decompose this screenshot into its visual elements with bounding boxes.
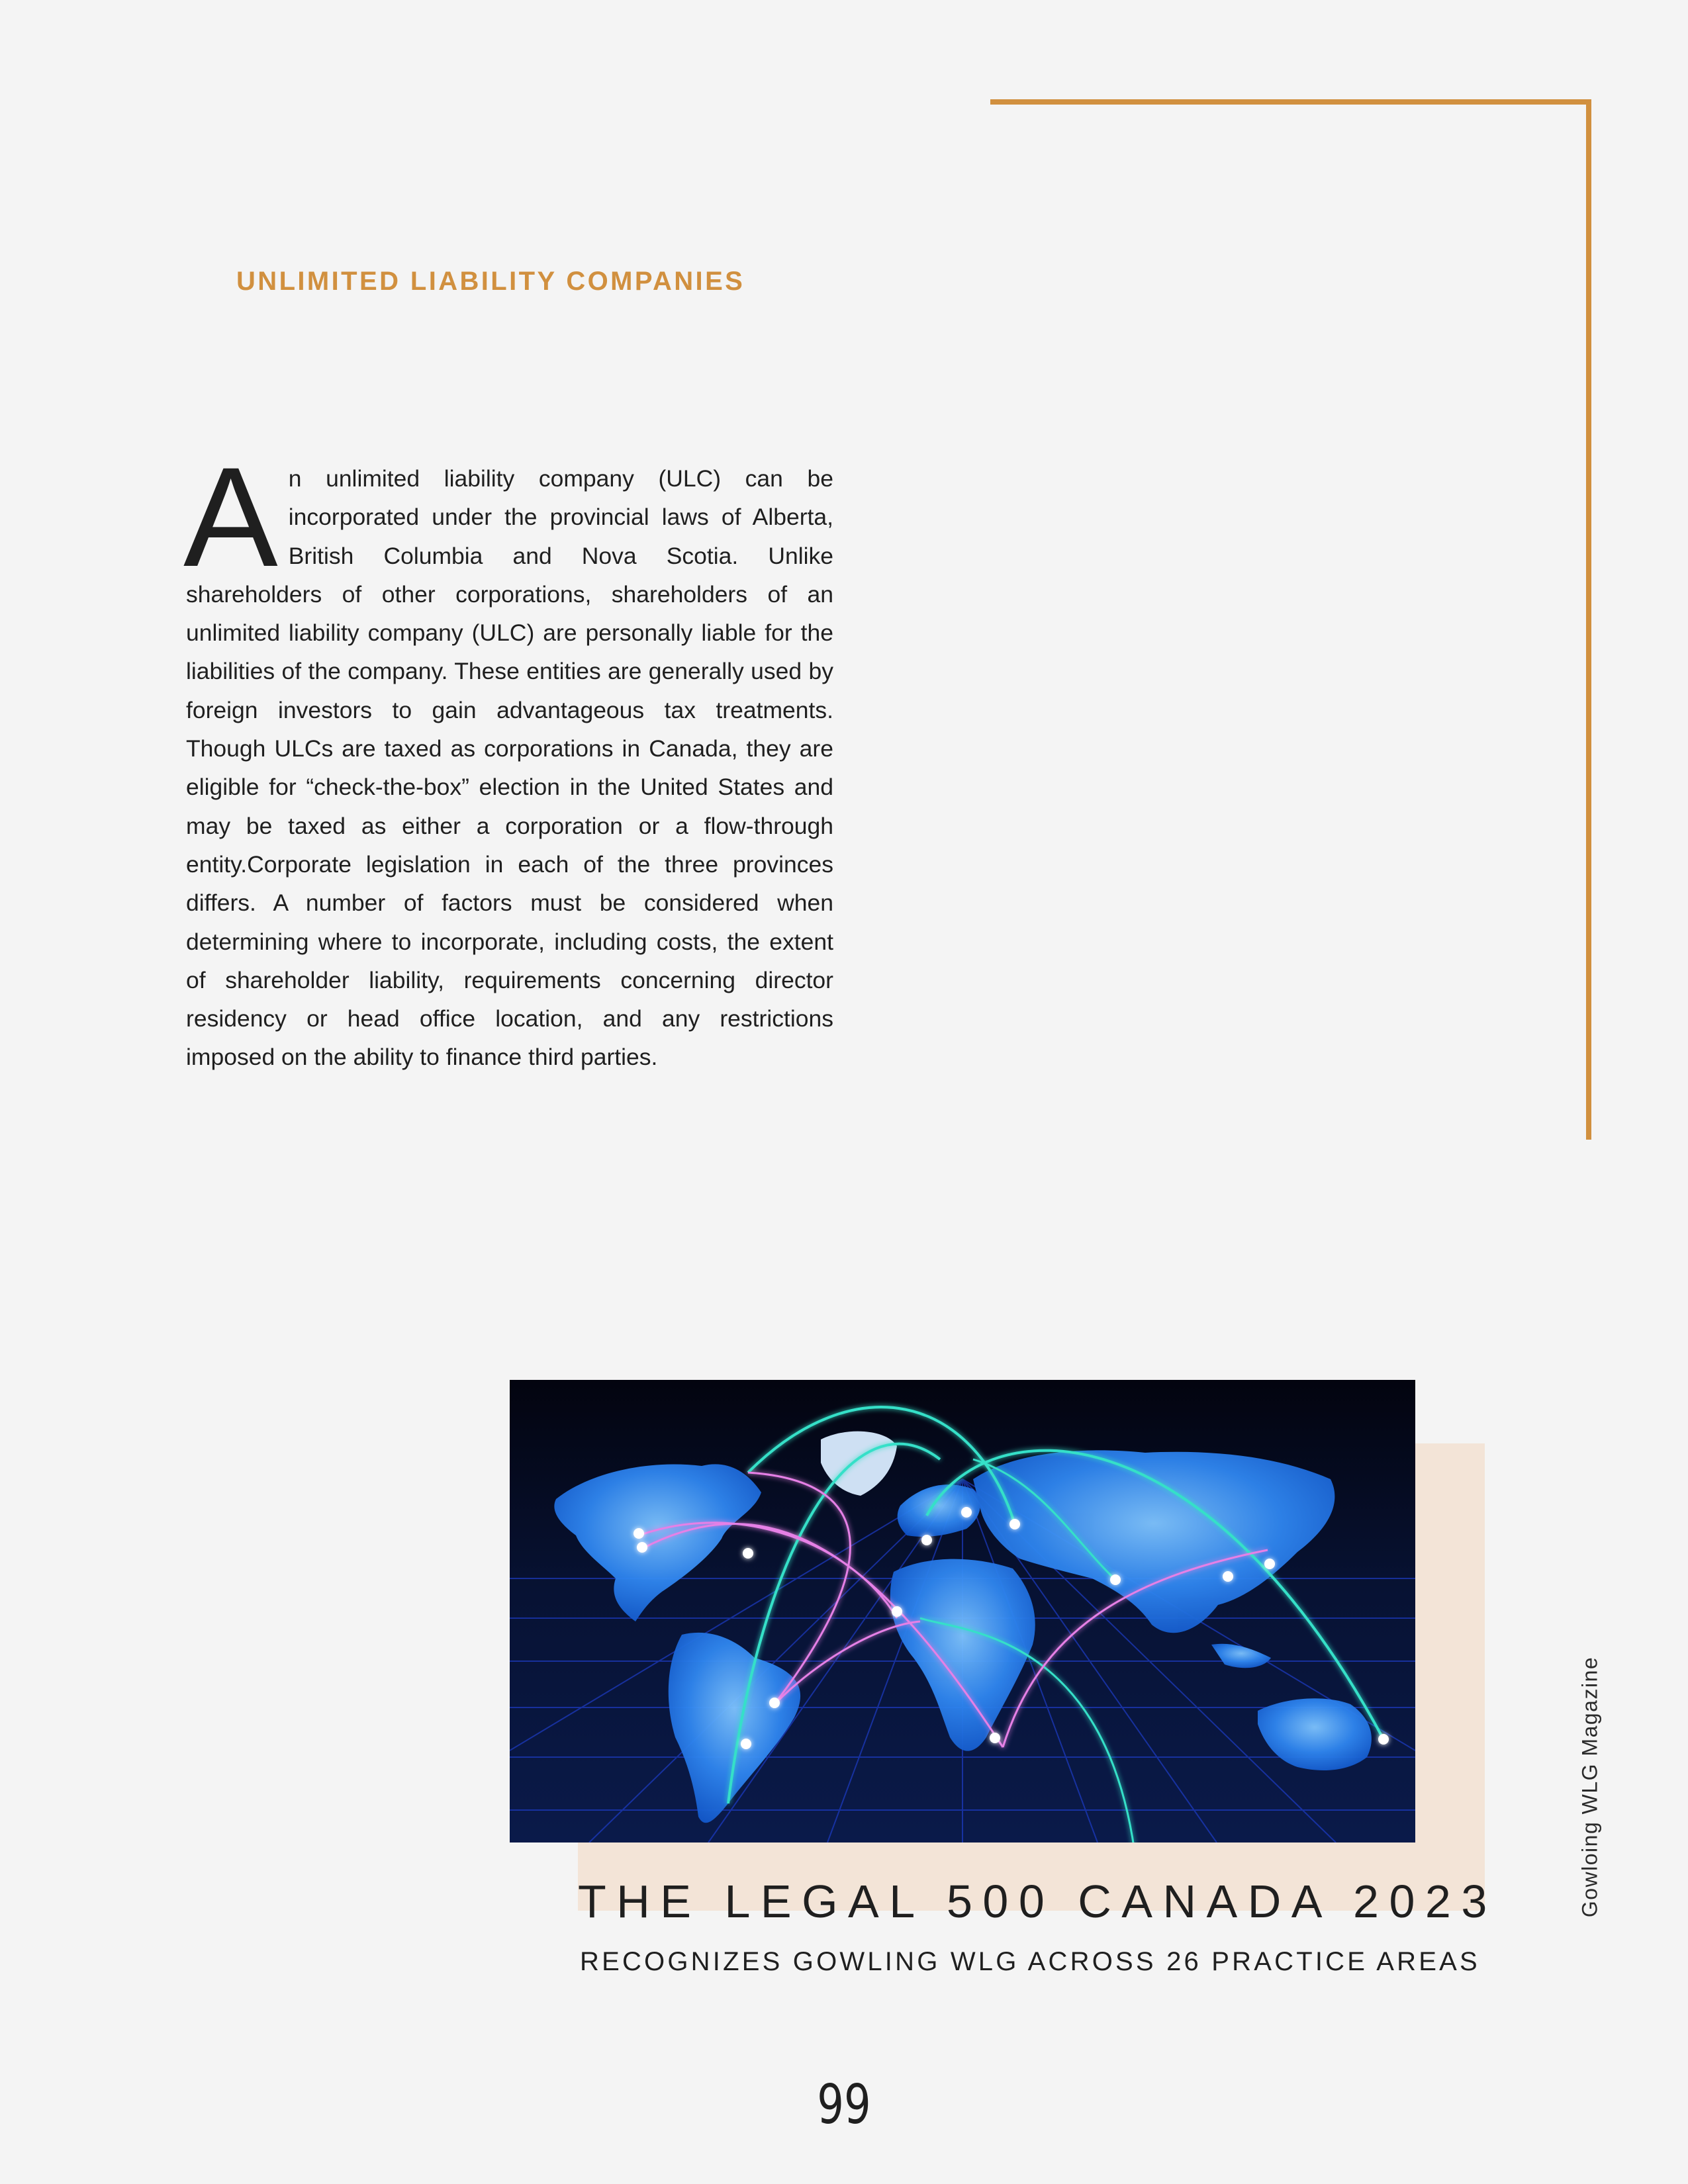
drop-cap: A [183,438,278,596]
world-network-map-image [510,1380,1415,1843]
feature-headline: THE LEGAL 500 CANADA 2023 [578,1876,1497,1927]
page-number: 99 [817,2073,871,2136]
article-body [183,438,833,1077]
corner-frame-top-line [990,99,1591,105]
feature-subheadline: RECOGNIZES GOWLING WLG ACROSS 26 PRACTICE AREAS [580,1947,1480,1976]
corner-frame-right-line [1586,99,1591,1140]
world-map-icon [510,1380,1415,1843]
section-title: UNLIMITED LIABILITY COMPANIES [236,267,745,296]
article-body-text: n unlimited liability company (ULC) can be incorporated under the provincial laws of Alberta, British Columbia and Nova Scotia. Unlike shareholders of other corporations, shareholders of an unlimited liability company (ULC) are personally liable for the liabilities of the company. These entities are generally used by foreign investors to gain advantageous tax treatments. Though ULCs are taxed as corporations in Canada, they are eligible for “check-the-box” election in the United States and may be taxed as either a corporation or a flow-through entity.Corporate legislation in each of the three provinces differs. A number of factors must be considered when determining where to incorporate, including costs, the extent of shareholder liability, requirements concerning director residency or head office location, and any restrictions imposed on the ability to finance third parties. [186,465,833,1071]
magazine-side-label: Gowloing WLG Magazine [1577,1656,1602,1918]
